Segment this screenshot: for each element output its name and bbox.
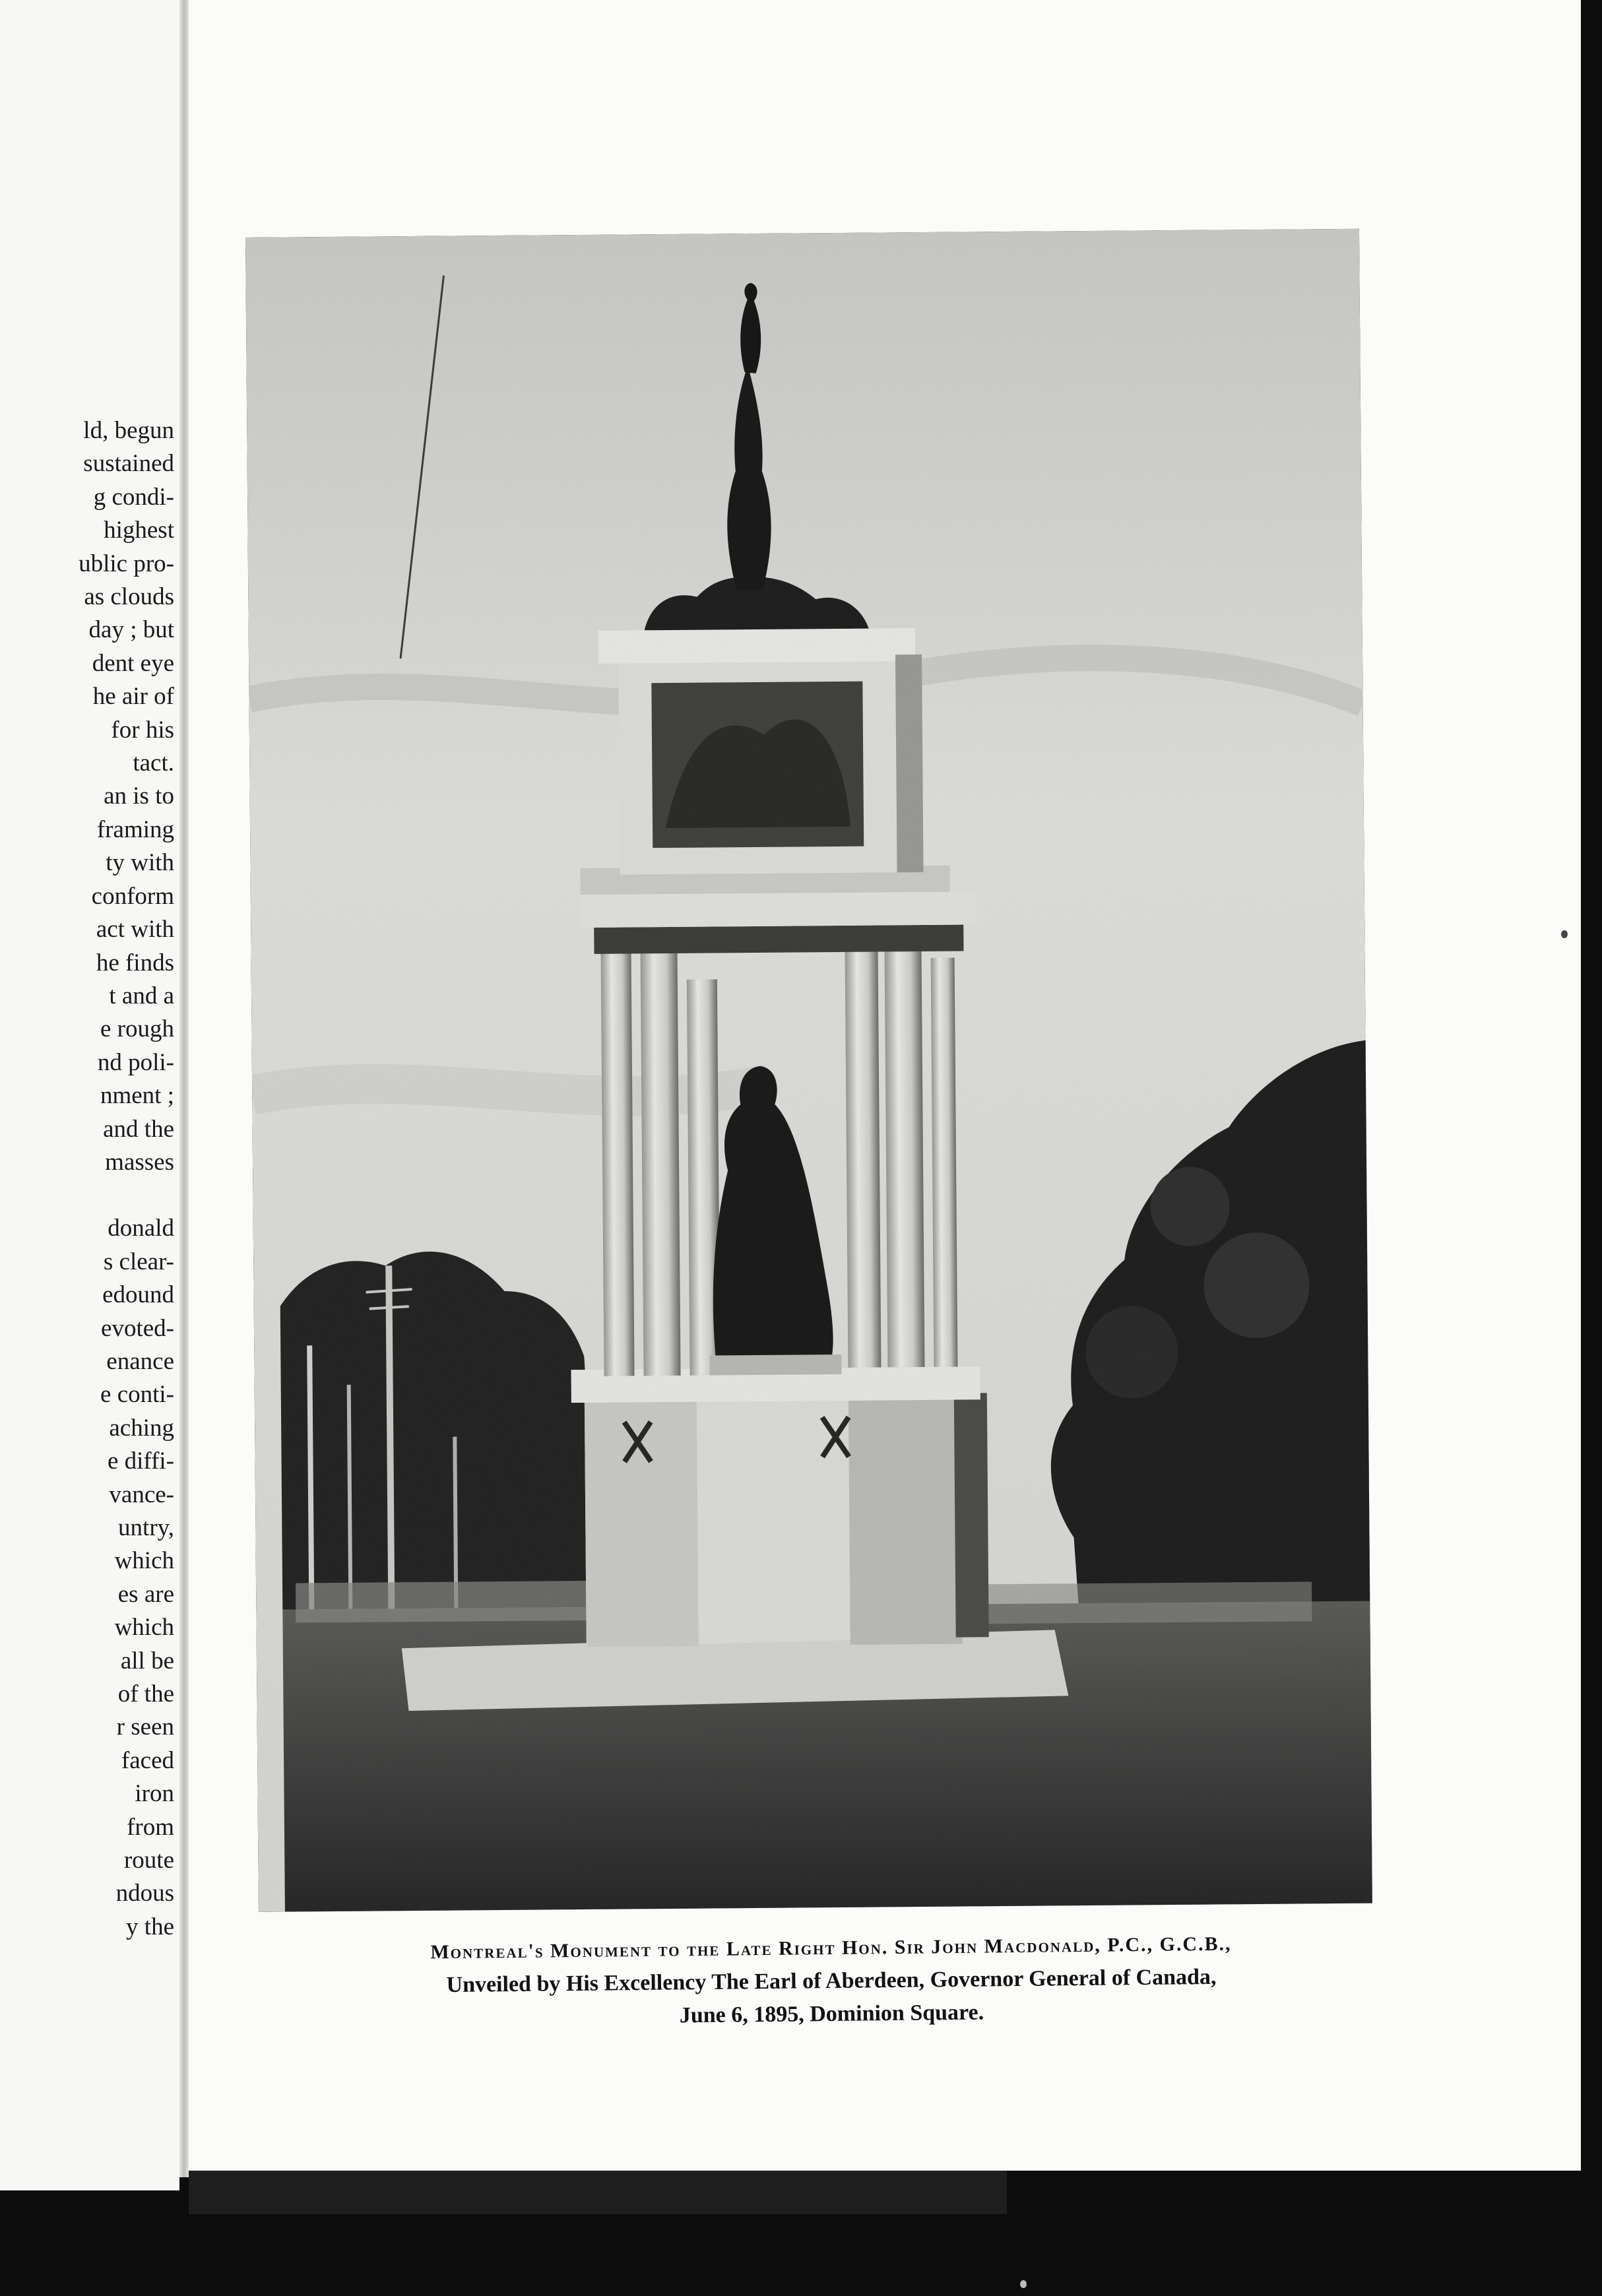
left-page-line: nd poli- [97,1048,174,1076]
left-page-line: ndous [115,1880,174,1907]
left-page-line: from [127,1813,174,1841]
left-page-line: s clear- [103,1248,174,1275]
left-page-line: evoted- [101,1314,174,1342]
left-page-line: which [114,1614,174,1642]
left-page-line: sustained [83,450,174,478]
book-gutter [179,0,189,2177]
caption-line-1: Montreal's Monument to the Late Right Hon. Sir John Macdonald, P.C., G.C.B., [430,1932,1232,1963]
caption-line-2: Unveiled by His Excellency The Earl of Aberdeen, Governor General of Canada, [446,1964,1217,1998]
left-page-line: es are [117,1580,174,1608]
left-page-line: act with [96,916,174,943]
left-page-line: and the [103,1115,174,1143]
left-page-line: tact. [133,749,174,777]
left-page-line: donald [108,1215,174,1242]
paper-speck [1020,2280,1027,2288]
left-page-text [3,414,174,1944]
left-page-line: e rough [100,1015,174,1043]
monument-photograph [245,229,1372,1912]
left-page-line: ld, begun [83,417,174,444]
left-page-line: g condi- [93,483,174,511]
left-page-line: y the [126,1913,174,1940]
plate-caption [309,1927,1353,2037]
left-page-line: highest [104,517,174,544]
left-page-line: which [114,1547,174,1575]
left-page-line: he finds [96,949,174,976]
left-page-line: ublic pro- [79,550,174,577]
left-page-line: edound [102,1281,174,1309]
left-page-line: vance- [109,1481,174,1508]
left-page-line: day ; but [88,616,174,644]
caption-line-3: June 6, 1895, Dominion Square. [679,2000,984,2028]
left-page-line: he air of [92,683,174,711]
left-page-line: all be [120,1647,174,1674]
left-page-line: faced [121,1746,174,1774]
left-page-line: untry, [118,1514,174,1541]
left-page-line: route [123,1847,174,1874]
left-page-line: an is to [104,782,174,810]
monument-illustration [245,229,1372,1912]
paper-speck [1561,930,1568,938]
page-edge-shadow [189,2171,1007,2214]
left-page-line: masses [105,1148,174,1176]
left-page-line: for his [111,716,174,744]
left-page-line: nment ; [100,1082,174,1110]
left-page-line: r seen [116,1713,174,1741]
left-page-line [3,1179,174,1212]
left-page-line: e diffi- [107,1448,174,1475]
left-page-line: e conti- [100,1381,174,1409]
left-page-line: aching [109,1414,174,1442]
left-page-line: as clouds [84,583,174,611]
left-page-line: t and a [109,982,174,1009]
left-page-line: conform [91,882,174,910]
left-page [0,0,179,2190]
left-page-line: of the [117,1680,174,1708]
left-page-line: iron [135,1780,174,1808]
left-page-line: ty with [106,849,174,877]
left-page-line: framing [96,815,174,843]
left-page-line: enance [106,1347,174,1375]
left-page-line: dent eye [92,649,174,677]
